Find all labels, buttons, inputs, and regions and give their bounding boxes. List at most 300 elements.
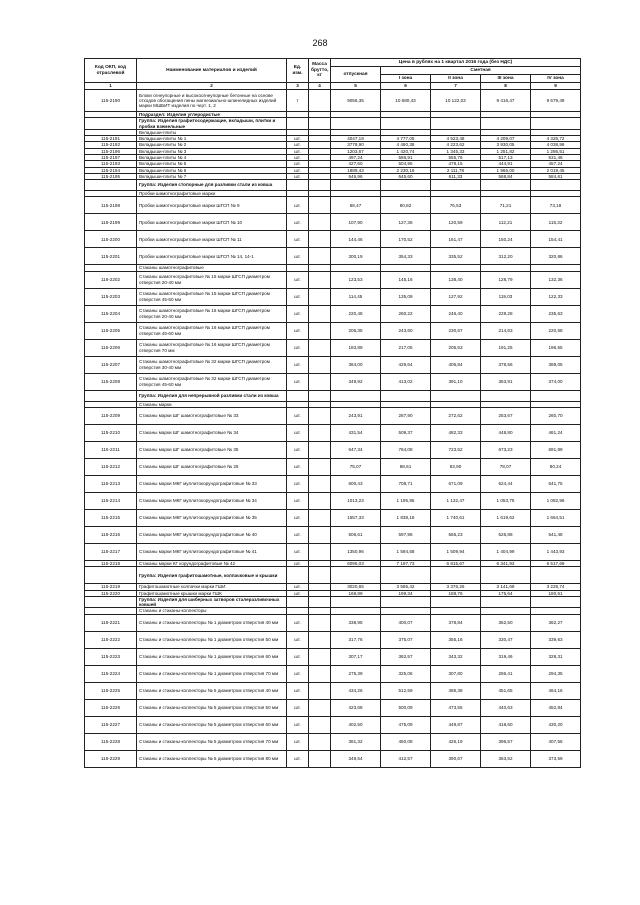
row-name: Вкладыши-плиты № 2 — [137, 142, 287, 148]
header-price-title: Цена в рублях на 1 квартал 2016 года (без НДС) — [331, 59, 581, 67]
row-price: 80,24 — [531, 458, 581, 475]
row-unit: шт. — [287, 305, 309, 322]
row-name: Стаканы и стаканы-коллекторы № 5 диаметром отверстия 70 мм — [137, 733, 287, 750]
empty-cell — [431, 118, 481, 130]
empty-cell — [287, 180, 309, 191]
row-price: 4 038,96 — [531, 142, 581, 148]
row-price: 339,63 — [531, 631, 581, 648]
col-number: 9 — [531, 83, 581, 90]
row-name: Стаканы марки МКГ муллитокорундографитовые № 41 — [137, 543, 287, 560]
row-unit: шт. — [287, 614, 309, 631]
subgroup-heading: Вкладыши-плиты — [137, 129, 287, 135]
row-code: 115-2198 — [85, 197, 137, 214]
row-price: 127,36 — [381, 214, 431, 231]
row-price: 123,53 — [331, 271, 381, 288]
row-name: Пробки шамотнографитовые марки ШГСП № 10 — [137, 214, 287, 231]
table-row — [85, 231, 581, 248]
row-price: 144,46 — [331, 231, 381, 248]
row-price: 708,71 — [381, 475, 431, 492]
row-price: 423,68 — [331, 699, 381, 716]
row-mass — [309, 699, 331, 716]
row-price: 260,22 — [381, 305, 431, 322]
row-unit: шт. — [287, 509, 309, 526]
row-mass — [309, 492, 331, 509]
row-code: 115-2200 — [85, 231, 137, 248]
row-price: 135,09 — [381, 288, 431, 305]
row-price: 374,00 — [531, 373, 581, 390]
row-unit: шт. — [287, 339, 309, 356]
table-row — [85, 90, 581, 112]
row-price: 1203,67 — [331, 148, 381, 154]
row-mass — [309, 716, 331, 733]
row-price: 461,24 — [531, 424, 581, 441]
row-price: 1889,43 — [331, 167, 381, 173]
row-mass — [309, 441, 331, 458]
row-name: Стаканы шамотнографитовые № 16 марки ШГСП диаметром отверстия 20-40 мм — [137, 305, 287, 322]
row-code: 115-2197 — [85, 154, 137, 160]
row-price: 6 815,67 — [431, 560, 481, 566]
row-price: 389,05 — [531, 356, 581, 373]
row-name: Стаканы и стаканы-коллекторы № 5 диаметром отверстия 60 мм — [137, 716, 287, 733]
row-price: 349,54 — [331, 750, 381, 767]
row-code: 115-2222 — [85, 631, 137, 648]
col-number: 5 — [331, 83, 381, 90]
table-row — [85, 699, 581, 716]
row-price: 307,17 — [331, 648, 381, 665]
row-price: 1 404,99 — [481, 543, 531, 560]
row-price: 504,95 — [381, 161, 431, 167]
row-unit: шт. — [287, 543, 309, 560]
row-code: 115-2190 — [85, 90, 137, 112]
row-code: 115-2205 — [85, 322, 137, 339]
row-price: 449,87 — [431, 716, 481, 733]
row-code: 115-2228 — [85, 733, 137, 750]
col-number: 6 — [381, 83, 431, 90]
row-unit: шт. — [287, 161, 309, 167]
row-price: 175,64 — [481, 590, 531, 596]
table-row — [85, 407, 581, 424]
row-code — [85, 180, 137, 191]
row-price: 355,16 — [431, 631, 481, 648]
row-mass — [309, 750, 331, 767]
row-code: 115-2215 — [85, 509, 137, 526]
row-name: Стаканы и стаканы-коллекторы № 5 диаметром отверстия 40 мм — [137, 682, 287, 699]
row-price: 611,33 — [431, 173, 481, 179]
row-price: 354,33 — [381, 248, 431, 265]
table-row — [85, 543, 581, 560]
row-price: 352,50 — [481, 614, 531, 631]
row-code: 115-2204 — [85, 305, 137, 322]
empty-cell — [381, 567, 431, 584]
row-price: 413,02 — [381, 373, 431, 390]
row-price: 112,21 — [481, 214, 531, 231]
row-code: 115-2191 — [85, 136, 137, 142]
row-price: 76,53 — [431, 197, 481, 214]
table-row — [85, 248, 581, 265]
row-name: Стаканы марки КГ корундографитовые № 42 — [137, 560, 287, 566]
empty-cell — [381, 390, 431, 401]
col-number: 3 — [287, 83, 309, 90]
row-unit: шт. — [287, 458, 309, 475]
row-mass — [309, 665, 331, 682]
row-price: 764,08 — [381, 441, 431, 458]
table-row — [85, 716, 581, 733]
row-price: 363,91 — [481, 373, 531, 390]
row-price: 272,62 — [431, 407, 481, 424]
row-price: 317,76 — [331, 631, 381, 648]
row-price: 3 930,05 — [481, 142, 531, 148]
header-zone4: IV зона — [531, 75, 581, 83]
row-code: 115-2227 — [85, 716, 137, 733]
row-price: 4 209,07 — [481, 136, 531, 142]
row-price: 220,58 — [531, 322, 581, 339]
row-name: Стаканы марки ШГ шамотнографитовые № 34 — [137, 424, 287, 441]
row-price: 429,64 — [381, 356, 431, 373]
row-code: 115-2209 — [85, 407, 137, 424]
row-mass — [309, 526, 331, 543]
empty-cell — [309, 118, 331, 130]
row-price: 464,16 — [531, 682, 581, 699]
row-name: Стаканы и стаканы-коллекторы № 1 диаметром отверстия 40 мм — [137, 614, 287, 631]
row-code: 116-2202 — [85, 271, 137, 288]
row-price: 1 082,96 — [531, 492, 581, 509]
row-price: 457,24 — [531, 161, 581, 167]
row-price: 1 251,82 — [481, 148, 531, 154]
empty-cell — [431, 180, 481, 191]
row-price: 343,32 — [431, 648, 481, 665]
row-price: 243,60 — [381, 322, 431, 339]
row-mass — [309, 271, 331, 288]
row-price: 506,61 — [331, 526, 381, 543]
row-price: 546,96 — [331, 173, 381, 179]
row-price: 645,60 — [381, 173, 431, 179]
row-price: 362,57 — [381, 648, 431, 665]
row-price: 180,51 — [531, 590, 581, 596]
row-price: 3778,90 — [331, 142, 381, 148]
row-name: Стаканы и стаканы-коллекторы № 1 диаметром отверстия 70 мм — [137, 665, 287, 682]
row-price: 3 376,26 — [431, 584, 481, 590]
row-price: 478,15 — [431, 161, 481, 167]
header-mass: Масса брутто, кг — [309, 59, 331, 83]
row-unit: шт. — [287, 136, 309, 142]
row-price: 9056,35 — [331, 90, 381, 112]
row-price: 390,67 — [431, 750, 481, 767]
row-name: Пробки шамотнографитовые марки ШГСП № 11 — [137, 231, 287, 248]
table-row — [85, 305, 581, 322]
group-heading: Группа: Изделия графитосодержащие, вкладыши, плитки и пробки вземельные — [137, 118, 287, 130]
empty-cell — [331, 596, 381, 608]
row-price: 307,80 — [431, 665, 481, 682]
row-price: 253,67 — [481, 407, 531, 424]
row-mass — [309, 231, 331, 248]
row-price: 3 228,74 — [531, 584, 581, 590]
row-price: 6 517,69 — [531, 560, 581, 566]
row-name: Стаканы марки МКГ муллитокорундографитовые № 33 — [137, 475, 287, 492]
row-price: 7 197,73 — [381, 560, 431, 566]
row-unit: шт. — [287, 699, 309, 716]
row-price: 196,55 — [531, 339, 581, 356]
row-price: 4 326,72 — [531, 136, 581, 142]
row-price: 473,55 — [431, 699, 481, 716]
row-price: 364,00 — [331, 356, 381, 373]
row-unit: шт. — [287, 475, 309, 492]
row-price: 1 286,51 — [531, 148, 581, 154]
row-code: 115-2199 — [85, 214, 137, 231]
row-mass — [309, 733, 331, 750]
row-price: 319,46 — [481, 648, 531, 665]
row-price: 205,53 — [431, 339, 481, 356]
row-price: 300,19 — [331, 248, 381, 265]
col-number: 2 — [137, 83, 287, 90]
row-price: 349,92 — [331, 373, 381, 390]
row-unit: шт. — [287, 492, 309, 509]
row-price: 114,45 — [331, 288, 381, 305]
row-mass — [309, 614, 331, 631]
row-price: 624,44 — [481, 475, 531, 492]
row-mass — [309, 197, 331, 214]
col-number: 4 — [309, 83, 331, 90]
row-price: 154,41 — [531, 231, 581, 248]
row-price: 246,40 — [431, 305, 481, 322]
table-row — [85, 458, 581, 475]
table-row — [85, 475, 581, 492]
row-code — [85, 567, 137, 584]
row-code: 115-2220 — [85, 590, 137, 596]
row-price: 199,34 — [381, 590, 431, 596]
row-name: Пробки шамотнографитовые марки ШГСП № 14, 14-1 — [137, 248, 287, 265]
row-name: Стаканы шамотнографитовые № 15 марки ШГСП диаметром отверстия 45-50 мм — [137, 288, 287, 305]
row-price: 4 777,05 — [381, 136, 431, 142]
row-price: 325,06 — [381, 665, 431, 682]
row-unit: шт. — [287, 590, 309, 596]
row-code: 115-2210 — [85, 424, 137, 441]
row-price: 450,08 — [381, 733, 431, 750]
col-number: 7 — [431, 83, 481, 90]
header-code: Код ОКП, код отраслевой — [85, 59, 137, 83]
row-price: 1 420,74 — [381, 148, 431, 154]
row-price: 512,59 — [381, 682, 431, 699]
row-mass — [309, 407, 331, 424]
row-unit: шт. — [287, 424, 309, 441]
group-heading: Группа: Изделия для непрерывной разливки стали из ковша — [137, 390, 287, 401]
row-price: 88,61 — [381, 458, 431, 475]
row-price: 485,38 — [431, 682, 481, 699]
table-body — [85, 90, 581, 768]
row-price: 107,90 — [331, 214, 381, 231]
table-row — [85, 322, 581, 339]
row-price: 294,35 — [531, 665, 581, 682]
table-row — [85, 631, 581, 648]
row-price: 647,34 — [331, 441, 381, 458]
empty-cell — [287, 596, 309, 608]
row-code: 115-2219 — [85, 584, 137, 590]
empty-cell — [481, 596, 531, 608]
table-row — [85, 509, 581, 526]
col-number: 1 — [85, 83, 137, 90]
row-price: 407,56 — [531, 733, 581, 750]
row-price: 115,32 — [531, 214, 581, 231]
row-code: 115-2192 — [85, 142, 137, 148]
row-price: 127,92 — [431, 288, 481, 305]
row-name: Стаканы шамотнографитовые № 15 марки ШГСП диаметром отверстия 20-40 мм — [137, 271, 287, 288]
row-name: Вкладыши-плиты № 3 — [137, 148, 287, 154]
row-price: 4047,19 — [331, 136, 381, 142]
row-code: 115-2213 — [85, 475, 137, 492]
row-code: 115-2195 — [85, 173, 137, 179]
row-price: 1 053,75 — [481, 492, 531, 509]
row-price: 448,80 — [481, 424, 531, 441]
row-price: 3 141,69 — [481, 584, 531, 590]
row-unit: шт. — [287, 173, 309, 179]
row-price: 452,84 — [531, 699, 581, 716]
row-price: 641,75 — [531, 475, 581, 492]
row-price: 188,76 — [431, 590, 481, 596]
row-price: 4 460,38 — [381, 142, 431, 148]
row-code: 115-2214 — [85, 492, 137, 509]
table-row — [85, 373, 581, 390]
row-price: 400,07 — [381, 614, 431, 631]
row-price: 444,91 — [481, 161, 531, 167]
row-name: Стаканы и стаканы-коллекторы № 5 диаметром отверстия 80 мм — [137, 750, 287, 767]
row-price: 673,23 — [481, 441, 531, 458]
row-price: 1 619,62 — [481, 509, 531, 526]
row-price: 3020,65 — [331, 584, 381, 590]
empty-cell — [287, 390, 309, 401]
row-price: 80,82 — [381, 197, 431, 214]
row-price: 206,35 — [331, 322, 381, 339]
table-row — [85, 614, 581, 631]
row-price: 2 230,16 — [381, 167, 431, 173]
row-mass — [309, 248, 331, 265]
header-otpusk: отпускная — [331, 67, 381, 83]
row-name: Стаканы шамотнографитовые № 16 марки ШГСП диаметром отверстия 45-60 мм — [137, 322, 287, 339]
group-heading: Группа: Изделия стопорные для разливки стали из ковша — [137, 180, 287, 191]
row-name: Стаканы марки ШГ шамотнографитовые № 35 — [137, 441, 287, 458]
row-unit: шт. — [287, 356, 309, 373]
row-price: 287,90 — [381, 407, 431, 424]
table-row — [85, 214, 581, 231]
row-price: 375,07 — [381, 631, 431, 648]
row-name: Стаканы марки МКГ муллитокорундографитовые № 35 — [137, 509, 287, 526]
table-row — [85, 648, 581, 665]
group-heading: Группа: Изделия графитошамотные, колпачковые и крышки — [137, 567, 287, 584]
row-price: 10 680,43 — [381, 90, 431, 112]
row-name: Графитошамотные колпачки марки ГШИ — [137, 584, 287, 590]
row-unit: шт. — [287, 197, 309, 214]
row-price: 328,31 — [531, 648, 581, 665]
row-price: 406,84 — [431, 356, 481, 373]
row-unit: шт. — [287, 560, 309, 566]
row-price: 691,89 — [531, 441, 581, 458]
row-price: 320,86 — [531, 248, 581, 265]
row-mass — [309, 90, 331, 112]
row-price: 500,09 — [381, 699, 431, 716]
row-price: 338,95 — [331, 614, 381, 631]
group-heading: Подраздел: Изделия углеродистые — [137, 112, 287, 118]
row-price: 509,37 — [381, 424, 431, 441]
row-price: 584,61 — [531, 173, 581, 179]
empty-cell — [381, 180, 431, 191]
row-price: 1 345,33 — [431, 148, 481, 154]
table-row — [85, 492, 581, 509]
row-price: 6 341,93 — [481, 560, 531, 566]
table-row — [85, 441, 581, 458]
empty-cell — [481, 567, 531, 584]
row-unit: шт. — [287, 142, 309, 148]
row-code: 115-2194 — [85, 167, 137, 173]
col-number: 8 — [481, 83, 531, 90]
subgroup-heading: Стаканы шамотнографитовые — [137, 265, 287, 271]
empty-cell — [309, 567, 331, 584]
header-name: Наименование материалов и изделий — [137, 59, 287, 83]
row-price: 161,47 — [431, 231, 481, 248]
row-price: 4 223,62 — [431, 142, 481, 148]
row-price: 497,24 — [331, 154, 381, 160]
row-unit: шт. — [287, 373, 309, 390]
row-unit: шт. — [287, 248, 309, 265]
row-code: 115-2196 — [85, 148, 137, 154]
row-price: 119,03 — [481, 288, 531, 305]
group-heading-row — [85, 596, 581, 608]
row-name: Блоки огнеупорные и высокоогнеупорные бетонные на основе отходов обогащения пены магнезиально-шпинелидных изделий марки МШБИТ изделия по черт. 1, 2 — [137, 90, 287, 112]
row-price: 150,24 — [481, 231, 531, 248]
row-price: 73,18 — [531, 197, 581, 214]
row-price: 568,84 — [481, 173, 531, 179]
row-name: Стаканы шамотнографитовые № 32 марки ШГСП диаметром отверстия 30-40 мм — [137, 356, 287, 373]
row-price: 1 195,95 — [381, 492, 431, 509]
row-price: 1557,33 — [331, 509, 381, 526]
row-price: 517,13 — [481, 154, 531, 160]
empty-cell — [531, 596, 581, 608]
row-price: 1 594,58 — [381, 543, 431, 560]
row-price: 526,88 — [481, 526, 531, 543]
row-price: 597,98 — [381, 526, 431, 543]
row-price: 426,19 — [431, 733, 481, 750]
row-name: Стаканы марки МКГ муллитокорундографитовые № 34 — [137, 492, 287, 509]
group-heading-row — [85, 118, 581, 130]
row-price: 145,16 — [381, 271, 431, 288]
empty-cell — [431, 596, 481, 608]
row-name: Вкладыши-плиты № 6 — [137, 167, 287, 173]
column-number-row — [85, 83, 581, 90]
table-row — [85, 733, 581, 750]
row-price: 183,89 — [331, 339, 381, 356]
row-code: 115-2207 — [85, 356, 137, 373]
row-code: 115-2211 — [85, 441, 137, 458]
empty-cell — [431, 567, 481, 584]
row-unit: шт. — [287, 733, 309, 750]
row-mass — [309, 305, 331, 322]
row-name: Вкладыши-плиты № 7 — [137, 173, 287, 179]
row-price: 363,52 — [481, 750, 531, 767]
empty-cell — [531, 390, 581, 401]
row-price: 1 664,51 — [531, 509, 581, 526]
row-unit: т — [287, 90, 309, 112]
row-code: 115-2203 — [85, 288, 137, 305]
row-price: 217,05 — [381, 339, 431, 356]
row-price: 531,46 — [531, 154, 581, 160]
row-price: 83,90 — [431, 458, 481, 475]
empty-cell — [531, 567, 581, 584]
row-price: 260,70 — [531, 407, 581, 424]
row-code: 115-2212 — [85, 458, 137, 475]
row-unit: шт. — [287, 665, 309, 682]
row-unit: шт. — [287, 322, 309, 339]
group-heading-row — [85, 567, 581, 584]
group-heading-row — [85, 390, 581, 401]
table-row — [85, 665, 581, 682]
row-name: Стаканы шамотнографитовые № 16 марки ШГСП диаметром отверстия 70 мм — [137, 339, 287, 356]
